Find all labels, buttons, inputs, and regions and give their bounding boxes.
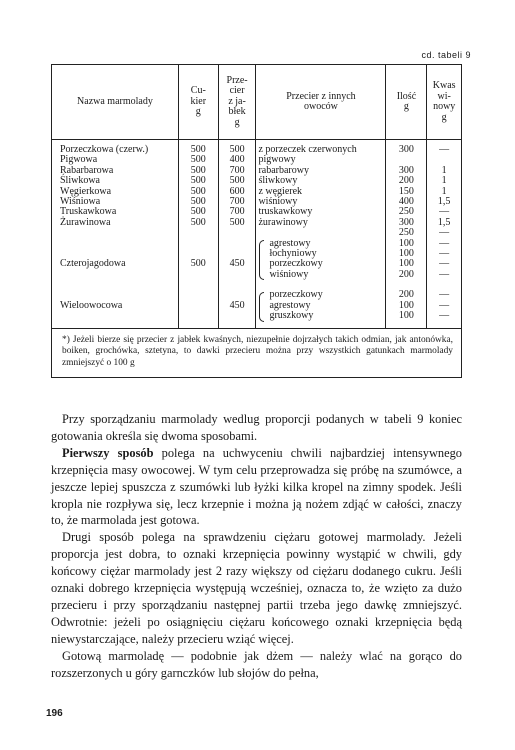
cell-other-puree: truskawkowy	[258, 206, 313, 218]
cell-sugar: 500	[190, 206, 206, 218]
cell-sugar: 500	[190, 175, 206, 187]
header-sugar	[178, 65, 218, 140]
cell-puree: 600	[229, 185, 245, 197]
cell-name: Pigwowa	[60, 154, 98, 166]
cell-acid: —	[439, 144, 450, 155]
cell-other-puree: pigwowy	[258, 154, 296, 166]
cell-puree: 500	[229, 175, 245, 187]
cell-other-puree: porzeczkowy	[269, 289, 323, 301]
cell-name	[54, 280, 176, 290]
header-line: błek	[228, 106, 246, 118]
header-tartaric-acid	[427, 65, 462, 140]
cell-acid: 1	[441, 185, 447, 197]
cell-other-puree: wiśniowy	[258, 195, 298, 207]
cell-other-puree: z porzeczek czerwonych	[258, 144, 357, 155]
cell-other-puree: gruszkowy	[269, 310, 314, 322]
paragraph-lead: Pierwszy sposób	[62, 445, 154, 460]
col-sugar	[178, 140, 218, 329]
header-line: kier	[190, 95, 207, 107]
cell-other-puree: łochyniowy	[269, 247, 317, 259]
cell-puree: 700	[229, 164, 245, 176]
cell-name: Truskawkowa	[60, 206, 117, 218]
cell-name: Żurawinowa	[60, 216, 111, 228]
header-line: g	[234, 116, 240, 128]
paragraph	[51, 648, 462, 682]
cell-other-puree: agrestowy	[269, 299, 311, 311]
cell-acid: —	[439, 258, 450, 270]
cell-name: Porzeczkowa (czerw.)	[60, 144, 149, 155]
header-line: g	[441, 111, 447, 123]
cell-quantity: 250	[398, 206, 414, 218]
paragraph	[51, 529, 462, 647]
cell-quantity: 100	[398, 237, 414, 249]
header-line: cier	[229, 85, 245, 97]
cell-puree: 700	[229, 206, 245, 218]
col-name	[52, 140, 179, 329]
cell-other-puree: rabarbarowy	[258, 164, 309, 176]
col-qty	[386, 140, 427, 329]
col-puree	[218, 140, 256, 329]
cell-quantity: 300	[398, 164, 414, 176]
cell-quantity: 100	[398, 299, 414, 311]
cell-sugar: 500	[190, 185, 206, 197]
cell-sugar: 500	[190, 144, 206, 155]
cell-quantity: 250	[398, 227, 414, 239]
cell-name: Węgierkowa	[60, 185, 112, 197]
cell-puree	[221, 270, 254, 280]
paragraph-text: Przy sporządzaniu marmolady wedlug proporcji podanych w tabeli 9 koniec gotowania określa się dwoma sposobami.	[51, 412, 462, 443]
table-footnote-row	[52, 328, 462, 378]
cell-sugar	[181, 280, 216, 290]
cell-sugar: 500	[190, 164, 206, 176]
cell-acid: —	[439, 206, 450, 218]
header-line: Ilość	[396, 90, 417, 102]
header-line: z ja-	[228, 95, 246, 107]
cell-quantity: 200	[398, 289, 414, 301]
header-line: nowy	[433, 101, 456, 112]
header-line: Przecier z innych	[286, 90, 356, 102]
cell-name: Wiśniowa	[60, 195, 101, 207]
header-line: g	[195, 106, 201, 118]
cell-other-puree	[258, 228, 383, 238]
table-body-row	[52, 140, 462, 329]
header-line: owoców	[304, 101, 338, 112]
paragraph-text: Drugi sposób polega na sprawdzeniu ciężaru gotowej marmolady. Jeżeli proporcja jest dobra, to oznaki krzepnięcia powinny wystąpić w chwili, gdy końcowy ciężar marmolady jest 2 razy większy od ciężaru dodanego cukru. Jeśli oznaki dobrego krzepnięcia występują wcześniej, oznacza to, że wzięto za dużo przecieru i przy sporządzaniu następnej partii trzeba jego dawkę zmniejszyć. Odwrotnie: jeżeli po osiągnięciu ciężaru końcowego oznaki krzepnięcia będą niewystarczające, należy przecieru wziąć więcej.	[51, 530, 462, 646]
header-quantity	[386, 65, 427, 140]
cell-acid: 1	[441, 175, 447, 187]
paragraph	[51, 445, 462, 530]
cell-sugar	[181, 301, 216, 311]
cell-puree: 500	[229, 144, 245, 155]
header-line: Prze-	[226, 74, 248, 86]
col-acid	[427, 140, 462, 329]
cell-sugar	[181, 311, 216, 321]
marmalade-recipe-table	[51, 64, 462, 378]
cell-quantity: 100	[398, 247, 414, 259]
cell-other-puree: śliwkowy	[258, 175, 298, 187]
cell-puree	[221, 280, 254, 290]
col-other	[256, 140, 386, 329]
cell-quantity: 200	[398, 175, 414, 187]
cell-sugar	[181, 290, 216, 300]
cell-puree: 500	[229, 216, 245, 228]
table-header-row	[52, 65, 462, 140]
cell-sugar: 500	[190, 258, 206, 270]
header-line: Nazwa marmolady	[77, 95, 153, 107]
table-continuation-label: cd. tabeli 9	[421, 50, 471, 60]
cell-acid: —	[439, 237, 450, 249]
cell-acid: —	[439, 310, 450, 322]
table-footnote: *) Jeżeli bierze się przecier z jabłek kwaśnych, niezupełnie dojrzałych takich odmian, jak antonówka, boiken, grochówka, sztetyna, to dawki przecieru można przy wszystkich gatunkach marmolady zmniejszyć o 100 g	[52, 328, 462, 378]
cell-acid: 1,5	[437, 195, 451, 207]
cell-name: Wieloowocowa	[60, 299, 123, 311]
cell-name	[54, 270, 176, 280]
header-other-puree	[256, 65, 386, 140]
cell-quantity: 150	[398, 185, 414, 197]
cell-other-puree: wiśniowy	[269, 268, 309, 280]
cell-sugar: 500	[190, 216, 206, 228]
cell-quantity: 100	[398, 310, 414, 322]
paragraph	[51, 411, 462, 445]
paragraph-text: polega na uchwyceniu chwili najbardziej intensywnego krzepnięcia masy owocowej. W tym celu przeprowadza się próbę na szumówce, a jeszcze lepiej spuszcza z szumówki lub łyżki kilka kropel na zimny spodek. Jeśli kropla nie rozpływa się, lecz krzepnie i można ją nożem zdjąć w całości, znaczy to, że marmolada jest gotowa.	[51, 445, 463, 528]
cell-puree: 400	[229, 154, 245, 166]
cell-puree	[221, 228, 254, 238]
cell-sugar: 500	[190, 154, 206, 166]
cell-sugar	[181, 270, 216, 280]
header-line: g	[403, 101, 409, 112]
header-apple-puree	[218, 65, 256, 140]
group-brace	[259, 292, 264, 322]
body-text	[51, 411, 462, 682]
cell-name: Śliwkowa	[60, 175, 100, 187]
header-line: Cu-	[190, 85, 206, 97]
cell-sugar: 500	[190, 195, 206, 207]
cell-puree: 450	[229, 299, 245, 311]
cell-acid: —	[439, 299, 450, 311]
cell-quantity: 300	[398, 144, 414, 155]
cell-name: Czterojagodowa	[60, 258, 126, 270]
cell-quantity: 400	[398, 195, 414, 207]
cell-name	[54, 311, 176, 321]
cell-acid: —	[439, 247, 450, 259]
cell-other-puree: porzeczkowy	[269, 258, 323, 270]
cell-other-puree: agrestowy	[269, 237, 311, 249]
cell-name: Rabarbarowa	[60, 164, 114, 176]
cell-sugar	[181, 228, 216, 238]
header-line: Kwas	[432, 80, 456, 91]
paragraph-text: Gotową marmoladę — podobnie jak dżem — należy wlać na gorąco do rozszerzonych u góry garnczków lub słojów do pełna,	[51, 648, 462, 680]
cell-acid: —	[439, 227, 450, 239]
cell-quantity: 100	[398, 258, 414, 270]
cell-acid: 1,5	[437, 216, 451, 228]
cell-other-puree: z węgierek	[258, 185, 303, 197]
cell-puree: 700	[229, 195, 245, 207]
cell-puree	[221, 239, 254, 249]
header-name	[52, 65, 179, 140]
cell-sugar	[181, 239, 216, 249]
cell-name	[54, 239, 176, 249]
cell-quantity: 300	[398, 216, 414, 228]
cell-other-puree: żurawinowy	[258, 216, 308, 228]
cell-puree: 450	[229, 258, 245, 270]
cell-quantity: 200	[398, 268, 414, 280]
cell-acid: —	[439, 268, 450, 280]
group-brace	[259, 240, 264, 281]
page-number: 196	[46, 708, 63, 719]
cell-acid: 1	[441, 164, 447, 176]
cell-name	[54, 228, 176, 238]
cell-acid: —	[439, 289, 450, 301]
cell-puree	[221, 311, 254, 321]
header-line: wi-	[437, 90, 451, 102]
